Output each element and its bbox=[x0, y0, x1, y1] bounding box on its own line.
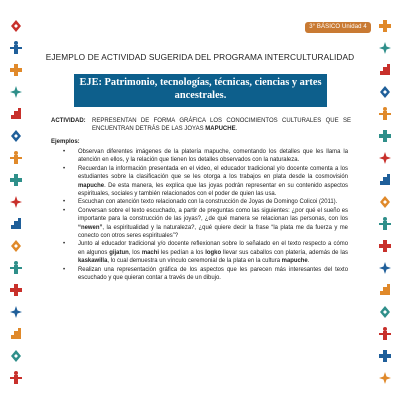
star-motif-icon bbox=[10, 196, 22, 208]
bullet-icon: • bbox=[63, 149, 66, 155]
step-motif-icon bbox=[11, 218, 21, 229]
cross-motif-icon bbox=[10, 174, 22, 186]
list-item: • Conversan sobre el texto escuchado, a partir de preguntas como las siguientes: ¿por qué el sueño es importante para la construcción de las joyas?, ¿de qué manera se relacionan las personas, con los “newen”, la espiritualidad y la naturaleza?, ¿qué quiere decir la frase “la plata me da fuerza y me conecto con otros seres espirituales”? bbox=[63, 207, 348, 240]
diamond-motif-icon bbox=[11, 350, 21, 362]
cross-motif-icon bbox=[379, 130, 391, 142]
cross-motif-icon bbox=[10, 64, 22, 76]
star-motif-icon bbox=[379, 372, 391, 384]
diamond-motif-icon bbox=[380, 196, 390, 208]
figure-motif-icon bbox=[10, 261, 22, 274]
diamond-motif-icon bbox=[11, 20, 21, 32]
figure-motif-icon bbox=[10, 41, 22, 54]
figure-motif-icon bbox=[379, 327, 391, 340]
activity-text-block bbox=[51, 117, 351, 134]
banner-line-1: EJE: Patrimonio, tecnologías, técnicas, ciencias y artes bbox=[79, 77, 322, 88]
bullet-icon: • bbox=[63, 165, 66, 172]
list-item: • Realizan una representación gráfica de los aspectos que les parecen más interesantes del texto escuchado y que quieran contar a través de un dibujo. bbox=[63, 266, 348, 282]
banner-line-2: ancestrales. bbox=[174, 89, 227, 101]
star-motif-icon bbox=[10, 86, 22, 98]
right-decorative-border bbox=[378, 18, 392, 398]
activity-text: REPRESENTAN DE FORMA GRÁFICA LOS CONOCIMIENTOS CULTURALES QUE SE ENCUENTRAN DETRÁS DE LAS JOYAS bbox=[92, 118, 351, 133]
activity-label: ACTIVIDAD: bbox=[51, 118, 86, 124]
star-motif-icon bbox=[379, 262, 391, 274]
left-decorative-border bbox=[9, 18, 23, 398]
star-motif-icon bbox=[10, 306, 22, 318]
axis-banner bbox=[74, 74, 327, 107]
cross-motif-icon bbox=[379, 350, 391, 362]
activity-emphasis: MAPUCHE bbox=[205, 126, 236, 133]
list-item: • Escuchan con atención texto relacionado con la construcción de Joyas de Domingo Colicoi (2011). bbox=[63, 199, 338, 206]
cross-motif-icon bbox=[379, 240, 391, 252]
cross-motif-icon bbox=[10, 284, 22, 296]
step-motif-icon bbox=[380, 174, 390, 185]
bullet-icon: • bbox=[63, 266, 66, 273]
diamond-motif-icon bbox=[11, 130, 21, 142]
figure-motif-icon bbox=[10, 151, 22, 164]
list-item: • Recuerdan la información presentada en el video, el educador tradicional y/o docente comenta a los estudiantes sobre la clasificación que se les otorga a los trabajos en plata desde la cosmovisión mapuche. De esta manera, les explica que las joyas podrán representar en su contenido aspectos espirituales, sociales y también relacionados con el poder de quien las usa. bbox=[63, 165, 348, 198]
cross-motif-icon bbox=[379, 20, 391, 32]
bullet-icon: • bbox=[63, 199, 66, 206]
bullet-icon: • bbox=[63, 207, 66, 214]
step-motif-icon bbox=[11, 108, 21, 119]
activity-end: . bbox=[235, 126, 238, 133]
examples-heading: Ejemplos: bbox=[51, 139, 80, 145]
grade-unit-badge: 3° BÁSICO Unidad 4 bbox=[305, 22, 371, 33]
figure-motif-icon bbox=[379, 107, 391, 120]
activity-statement bbox=[51, 117, 351, 134]
list-item: • Junto al educador tradicional y/o docente reflexionan sobre lo señalado en el texto respecto a cómo en algunos gijatun, los machi les pedían a los logko llevar sus caballos con platería, además de las kaskawilla, lo cual demuestra un vínculo ceremonial de la plata en la cultura mapuche. bbox=[63, 241, 348, 265]
diamond-motif-icon bbox=[11, 240, 21, 252]
star-motif-icon bbox=[379, 152, 391, 164]
list-item: • Observan diferentes imágenes de la platería mapuche, comentando los detalles que les llama la atención en ellos, y la relación que tienen los detalles observados con la naturaleza. bbox=[63, 149, 348, 164]
step-motif-icon bbox=[11, 328, 21, 339]
star-motif-icon bbox=[379, 42, 391, 54]
page-title: EJEMPLO DE ACTIVIDAD SUGERIDA DEL PROGRAMA INTERCULTURALIDAD bbox=[45, 52, 355, 62]
figure-motif-icon bbox=[10, 371, 22, 384]
figure-motif-icon bbox=[379, 217, 391, 230]
diamond-motif-icon bbox=[380, 306, 390, 318]
examples-list bbox=[51, 148, 348, 283]
bullet-icon: • bbox=[63, 241, 66, 248]
step-motif-icon bbox=[380, 64, 390, 75]
diamond-motif-icon bbox=[380, 86, 390, 98]
step-motif-icon bbox=[380, 284, 390, 295]
